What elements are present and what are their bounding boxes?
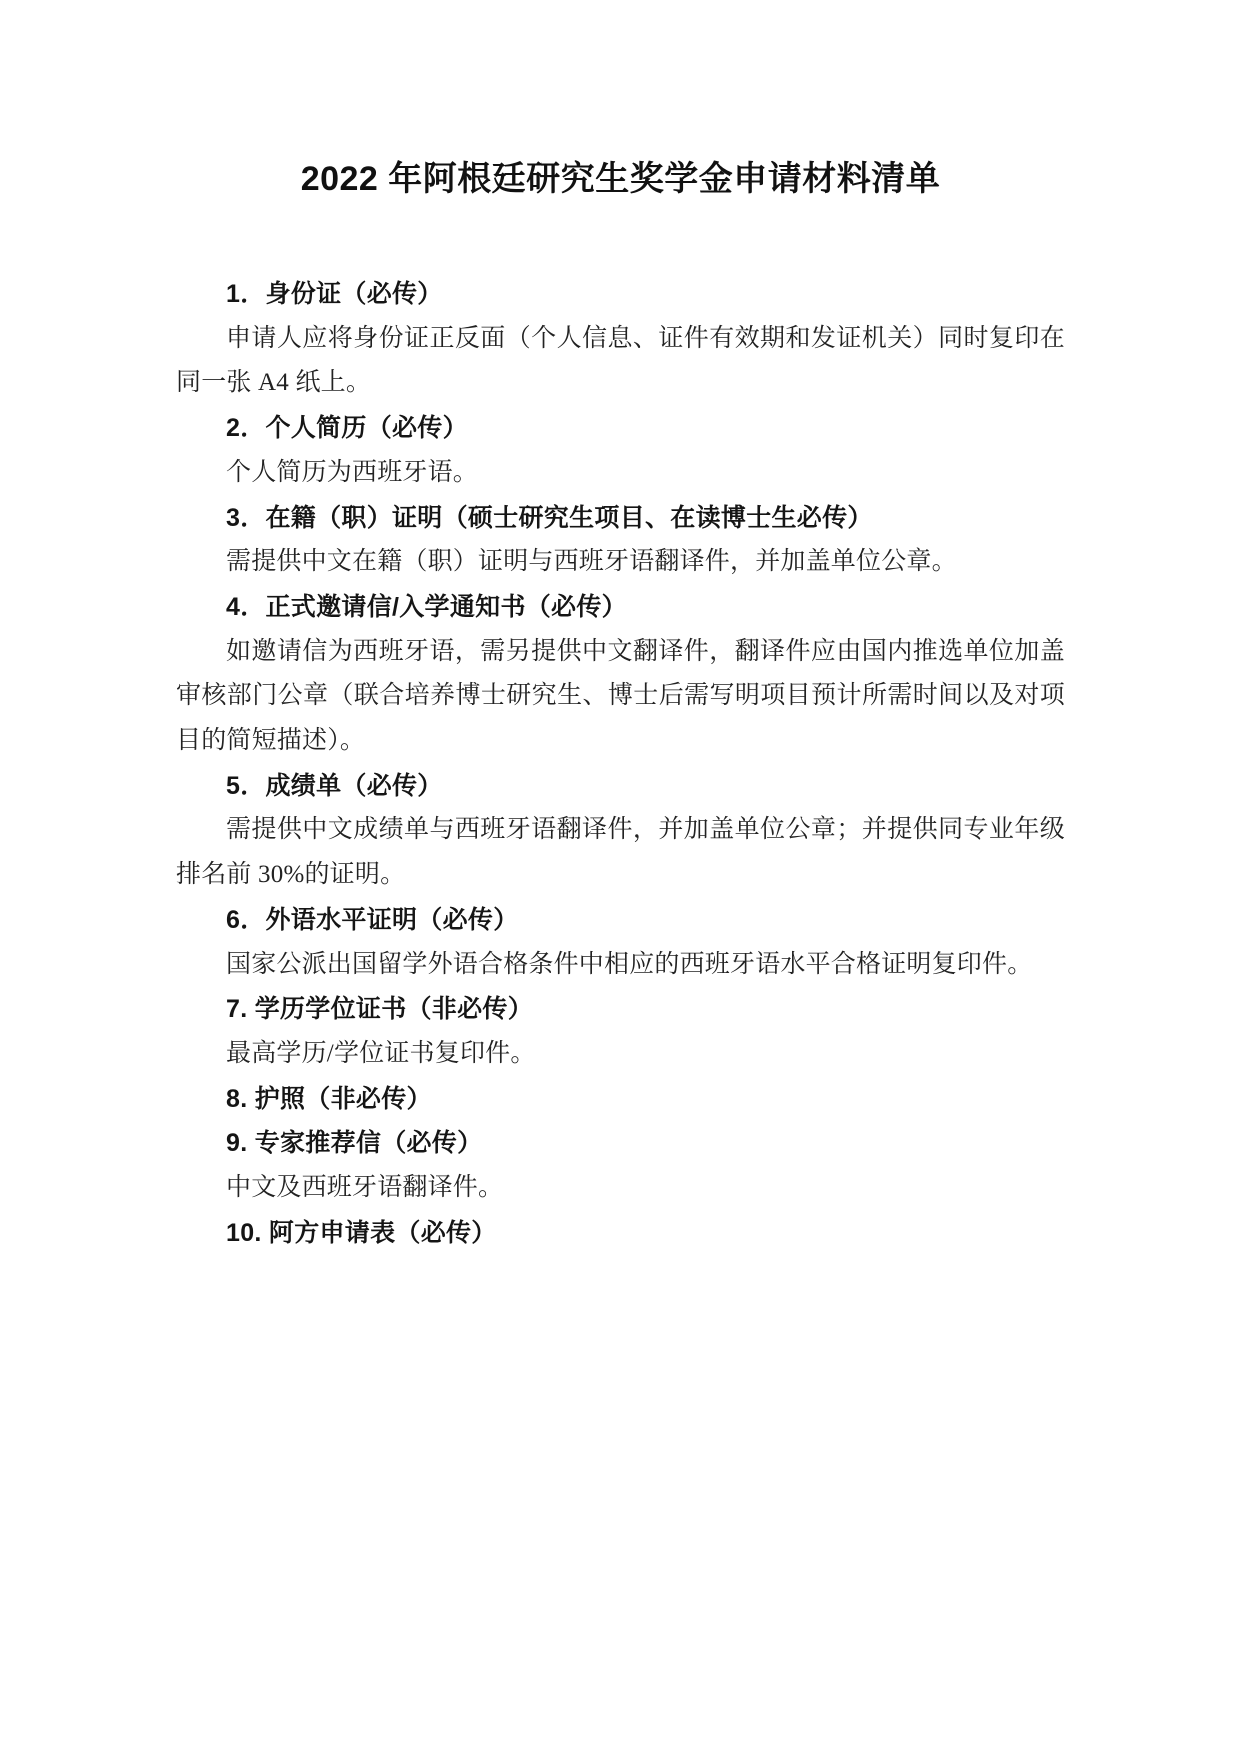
item-body: 申请人应将身份证正反面（个人信息、证件有效期和发证机关）同时复印在同一张 A4 纸上。 (176, 324, 1065, 397)
item-heading: 1．身份证（必传） (226, 280, 443, 308)
item-body: 个人简历为西班牙语。 (226, 458, 479, 486)
item-body: 如邀请信为西班牙语，需另提供中文翻译件，翻译件应由国内推选单位加盖审核部门公章（联合培养博士研究生、博士后需写明项目预计所需时间以及对项目的简短描述）。 (176, 637, 1065, 755)
page-title: 2022 年阿根廷研究生奖学金申请材料清单 (300, 160, 941, 198)
item-body: 需提供中文在籍（职）证明与西班牙语翻译件，并加盖单位公章。 (226, 548, 957, 576)
item-heading: 10. 阿方申请表（必传） (226, 1218, 497, 1247)
item-body: 最高学历/学位证书复印件。 (226, 1039, 536, 1067)
list-item-9 (176, 1121, 1065, 1210)
list-item-3 (176, 496, 1065, 585)
item-heading: 6．外语水平证明（必传） (226, 905, 519, 934)
item-heading: 8. 护照（非必传） (226, 1084, 432, 1113)
list-item-4 (176, 585, 1065, 764)
list-item-5 (176, 764, 1065, 898)
list-item-6 (176, 898, 1065, 987)
item-heading: 2．个人简历（必传） (226, 414, 468, 443)
item-heading: 3．在籍（职）证明（硕士研究生项目、在读博士生必传） (226, 503, 873, 532)
list-item-2 (176, 406, 1065, 495)
item-body: 中文及西班牙语翻译件。 (226, 1174, 504, 1202)
list-item-10 (176, 1211, 1065, 1256)
list-item-1 (176, 272, 1065, 406)
item-heading: 9. 专家推荐信（必传） (226, 1129, 483, 1158)
item-heading: 7. 学历学位证书（非必传） (226, 995, 533, 1024)
list-item-8 (176, 1077, 1065, 1122)
item-heading: 4．正式邀请信/入学通知书（必传） (226, 592, 627, 621)
material-list (176, 272, 1065, 1255)
item-body: 国家公派出国留学外语合格条件中相应的西班牙语水平合格证明复印件。 (226, 950, 1033, 978)
item-body: 需提供中文成绩单与西班牙语翻译件，并加盖单位公章；并提供同专业年级排名前 30%的证明。 (176, 816, 1065, 889)
list-item-7 (176, 987, 1065, 1076)
item-heading: 5．成绩单（必传） (226, 771, 443, 800)
